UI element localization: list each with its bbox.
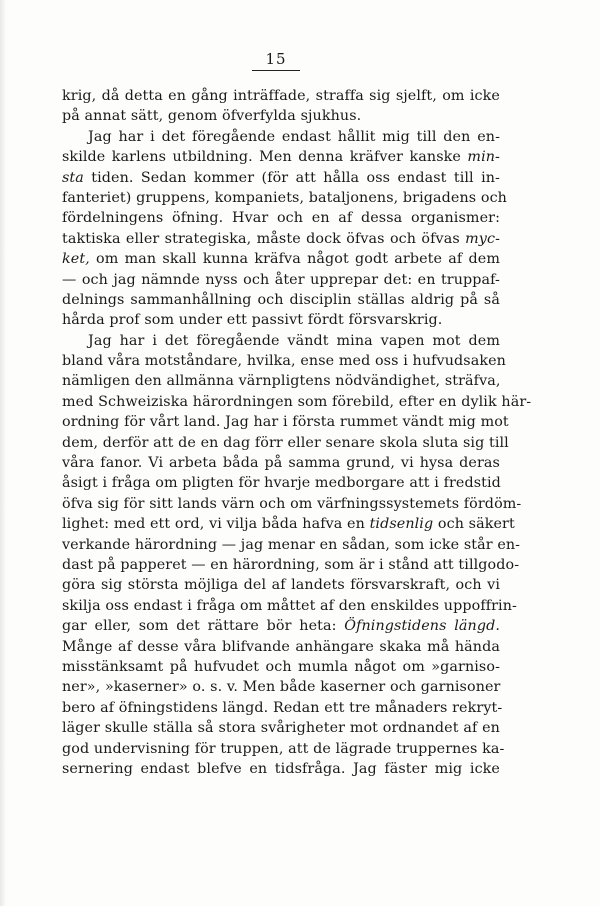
- text-run: taktiska eller strategiska, måste dock öfvas och öfvas: [62, 230, 466, 247]
- text-line: [62, 637, 500, 657]
- text-run: om man skall kunna kräfva något godt arbete af dem: [89, 251, 500, 268]
- body-text: [62, 86, 532, 779]
- page-number-rule: [252, 70, 300, 71]
- text-run: fördelningens öfning. Hvar och en af dessa organismer:: [62, 210, 500, 227]
- text-line: [62, 596, 517, 616]
- text-line: [62, 657, 500, 677]
- text-line: [62, 392, 532, 412]
- text-line: [62, 575, 500, 595]
- text-run: våra fanor. Vi arbeta båda på samma grund, vi hysa deras: [62, 455, 500, 472]
- text-run: ner», »kaserner» o. s. v. Men både kaserner och garnisoner: [62, 679, 501, 696]
- text-run: delnings sammanhållning och disciplin ställas aldrig på så: [62, 291, 500, 308]
- text-line: [62, 168, 500, 188]
- text-run: nämligen den allmänna värnpligtens nödvändighet, sträfva,: [62, 373, 501, 390]
- text-run: Månge af desse våra blifvande anhängare skaka må hända: [62, 638, 500, 655]
- italic-text: myc-: [465, 230, 500, 247]
- text-run: ordning för vårt land. Jag har i första rummet vändt mig mot: [62, 414, 509, 431]
- page-header: [252, 50, 300, 71]
- text-run: lighet: med ett ord, vi vilja båda hafva en: [62, 516, 370, 533]
- text-line: [62, 106, 500, 126]
- text-line: [62, 473, 500, 493]
- text-line: [62, 229, 500, 249]
- text-run: åsigt i fråga om pligten för hvarje medborgare att i fredstid: [62, 475, 501, 492]
- text-run: dast på papperet — en härordning, som är i stånd att tillgodo-: [62, 556, 520, 573]
- text-line: [62, 514, 515, 534]
- text-run: tiden. Sedan kommer (för att hålla oss endast till in-: [83, 169, 500, 186]
- italic-text: Öfningstidens längd.: [344, 618, 500, 635]
- text-run: öfva sig för sitt lands värn och om värfningssystemets fördöm-: [62, 495, 522, 512]
- text-line: [62, 188, 507, 208]
- text-run: skilde karlens utbildning. Men denna kräfver kanske: [62, 149, 468, 166]
- text-run: skilja oss endast i fråga om måttet af den enskildes uppoffrin-: [62, 597, 517, 614]
- text-line: [62, 208, 500, 228]
- text-run: bland våra motståndare, hvilka, ense med oss i hufvudsaken: [62, 353, 506, 370]
- italic-text: tidsenlig: [369, 516, 434, 533]
- text-line: [62, 759, 500, 779]
- text-line: [62, 453, 500, 473]
- text-run: och säkert: [433, 516, 515, 533]
- text-run: dem, derför att de en dag förr eller senare skola sluta sig till: [62, 434, 509, 451]
- text-run: misstänksamt på hufvudet och mumla något om »garniso-: [62, 658, 500, 675]
- page-number: 15: [265, 50, 287, 68]
- text-line: [62, 86, 500, 106]
- text-line: [62, 535, 521, 555]
- italic-text: min-: [467, 149, 500, 166]
- text-run: god undervisning för truppen, att de lägrade truppernes ka-: [62, 740, 505, 757]
- text-line: [62, 718, 500, 738]
- text-line: [62, 433, 509, 453]
- text-run: Jag har i det föregående endast hållit mig till den en-: [88, 128, 500, 145]
- text-run: fanteriet) gruppens, kompaniets, bataljonens, brigadens och: [62, 189, 507, 206]
- text-run: bero af öfningstidens längd. Redan ett tre månaders rekryt-: [62, 699, 503, 716]
- text-run: läger skulle ställa så stora svårigheter mot ordnandet af en: [62, 720, 500, 737]
- text-line: [62, 494, 522, 514]
- text-line: [62, 331, 500, 351]
- text-line: [62, 147, 500, 167]
- text-run: med Schweiziska härordningen som förebild, efter en dylik här-: [62, 393, 532, 410]
- text-run: krig, då detta en gång inträffade, straffa sig sjelft, om icke: [62, 88, 500, 104]
- text-line: [62, 698, 503, 718]
- text-run: gar eller, som det rättare bör heta:: [62, 618, 345, 635]
- page-gutter-shadow: [0, 0, 6, 906]
- text-run: på annat sätt, genom öfverfylda sjukhus.: [62, 108, 362, 125]
- text-line: [62, 127, 500, 147]
- text-run: sernering endast blefve en tidsfråga. Jag fäster mig icke: [62, 760, 500, 777]
- italic-text: ket,: [62, 251, 90, 268]
- italic-text: sta: [62, 169, 84, 186]
- text-line: [62, 351, 506, 371]
- text-line: [62, 290, 500, 310]
- text-line: [62, 310, 500, 330]
- text-run: göra sig största möjliga del af landets försvarskraft, och vi: [62, 577, 500, 594]
- text-line: [62, 412, 509, 432]
- text-line: [62, 270, 500, 290]
- text-line: [62, 677, 500, 697]
- text-line: [62, 249, 500, 269]
- text-run: hårda prof som under ett passivt fördt försvarskrig.: [62, 312, 443, 329]
- text-run: verkande härordning — jag menar en sådan, som icke står en-: [62, 536, 521, 553]
- text-line: [62, 555, 520, 575]
- text-run: Jag har i det föregående vändt mina vapen mot dem: [88, 332, 500, 349]
- text-line: [62, 739, 505, 759]
- text-line: [62, 371, 500, 391]
- text-run: — och jag nämnde nyss och åter upprepar det: en truppaf-: [62, 271, 500, 288]
- text-line: [62, 616, 500, 636]
